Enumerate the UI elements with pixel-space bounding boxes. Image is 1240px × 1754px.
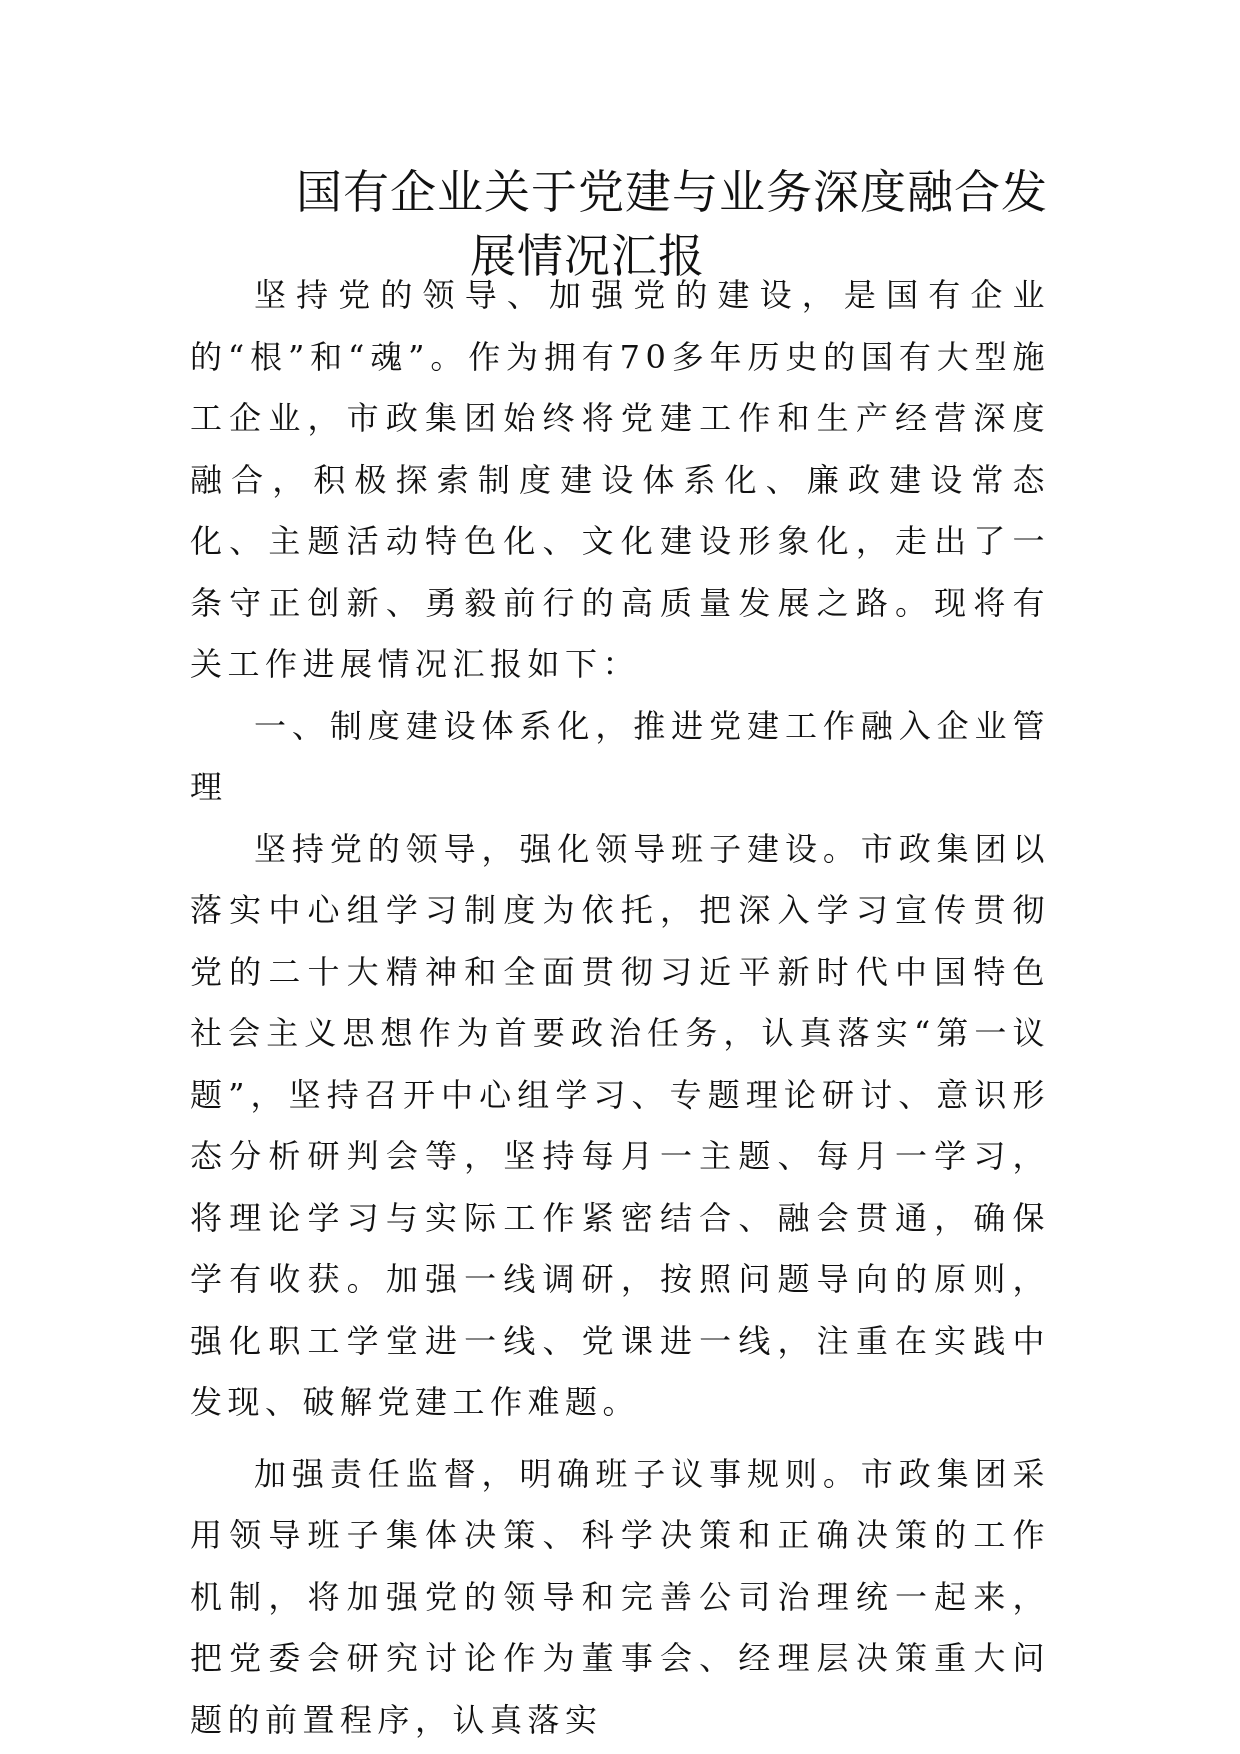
intro-paragraph: 坚持党的领导、加强党的建设，是国有企业的“根”和“魂”。作为拥有70多年历史的国有大型施工企业，市政集团始终将党建工作和生产经营深度融合，积极探索制度建设体系化、廉政建设常态化、主题活动特色化、文化建设形象化，走出了一条守正创新、勇毅前行的高质量发展之路。现将有关工作进展情况汇报如下： <box>190 276 1050 683</box>
title-line-1: 国有企业关于党建与业务深度融合发 <box>296 165 1048 219</box>
section-heading-1: 一、制度建设体系化，推进党建工作融入企业管理 <box>190 706 1050 806</box>
body-paragraph: 坚持党的领导，强化领导班子建设。市政集团以落实中心组学习制度为依托，把深入学习宣传贯彻党的二十大精神和全面贯彻习近平新时代中国特色社会主义思想作为首要政治任务，认真落实“第一议题”，坚持召开中心组学习、专题理论研讨、意识形态分析研判会等，坚持每月一主题、每月一学习，将理论学习与实际工作紧密结合、融会贯通，确保学有收获。加强一线调研，按照问题导向的原则，强化职工学堂进一线、党课进一线，注重在实践中发现、破解党建工作难题。 <box>190 829 1050 1421</box>
document-body <box>190 265 1050 1751</box>
title-line-2: 展情况汇报 <box>470 229 705 283</box>
body-paragraph: 加强责任监督，明确班子议事规则。市政集团采用领导班子集体决策、科学决策和正确决策的工作机制，将加强党的领导和完善公司治理统一起来，把党委会研究讨论作为董事会、经理层决策重大问题的前置程序，认真落实 <box>190 1454 1050 1739</box>
